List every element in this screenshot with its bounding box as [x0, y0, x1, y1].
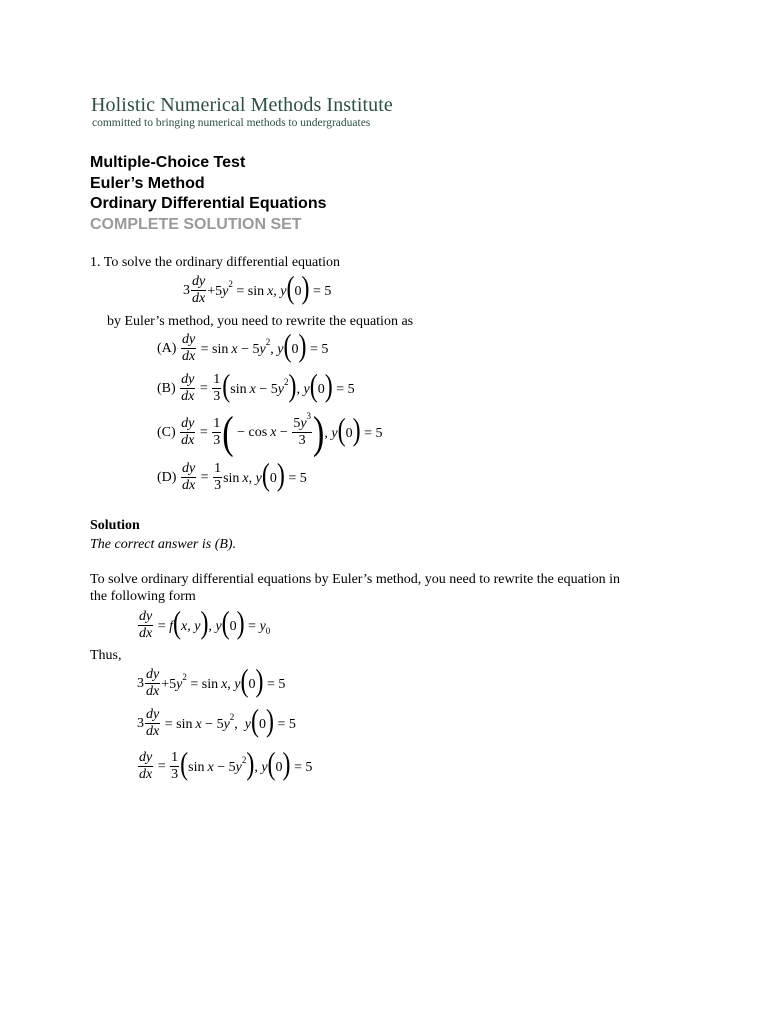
option-d[interactable]: (D) $\frac{dy}{dx}$ = $\frac{1}{3}$ sin x, y(0) = 5	[157, 459, 307, 493]
solution-set-label: COMPLETE SOLUTION SET	[90, 216, 302, 233]
solution-step-1: 3 $\frac{dy}{dx}$ $+5y^2 = \sin x$, y(0) = 5	[137, 665, 286, 699]
question-prompt: by Euler’s method, you need to rewrite the equation as	[107, 314, 414, 329]
option-c[interactable]: (C) $\frac{dy}{dx}$ = $\frac{1}{3}$ ( − cos x − $\frac{5y^3}{3}$ ) , y(0) = 5	[157, 407, 383, 458]
test-title: Multiple-Choice Test	[90, 154, 246, 171]
solution-step-2: 3 $\frac{dy}{dx}$ = $\sin x - 5y^2$, y(0) = 5	[137, 705, 296, 739]
solution-step-3: $\frac{dy}{dx}$ = $\frac{1}{3}$ (sin $x - 5y^2$), y(0) = 5	[139, 748, 313, 782]
solution-paragraph-line2: the following form	[90, 589, 196, 604]
thus-label: Thus,	[90, 648, 122, 663]
institute-logo-title: Holistic Numerical Methods Institute	[91, 94, 393, 116]
topic-title: Ordinary Differential Equations	[90, 195, 327, 212]
general-form-equation: $\frac{dy}{dx}$ = f(x, y), $y(0) = y_0$	[139, 607, 271, 641]
solution-paragraph-line1: To solve ordinary differential equations by Euler’s method, you need to rewrite the equation in	[90, 572, 620, 587]
option-b-label: (B)	[157, 380, 176, 396]
solution-heading: Solution	[90, 518, 140, 533]
option-c-label: (C)	[157, 424, 176, 440]
institute-logo-tagline: committed to bringing numerical methods to undergraduates	[92, 117, 371, 129]
correct-answer: The correct answer is (B).	[90, 537, 237, 552]
option-d-label: (D)	[157, 469, 177, 485]
question-stem: 1. To solve the ordinary differential equation	[90, 255, 341, 270]
option-b[interactable]: (B) $\frac{dy}{dx}$ = $\frac{1}{3}$ (sin $x - 5y^2$), y(0) = 5	[157, 370, 355, 404]
option-a-label: (A)	[157, 340, 177, 356]
method-title: Euler’s Method	[90, 175, 205, 192]
question-equation: 3 $\frac{dy}{dx}$ $+5y^2 = \sin x$, y(0) = 5	[183, 272, 332, 306]
option-a[interactable]: (A) $\frac{dy}{dx}$ = $\sin x - 5y^2$, y(0) = 5	[157, 330, 329, 364]
